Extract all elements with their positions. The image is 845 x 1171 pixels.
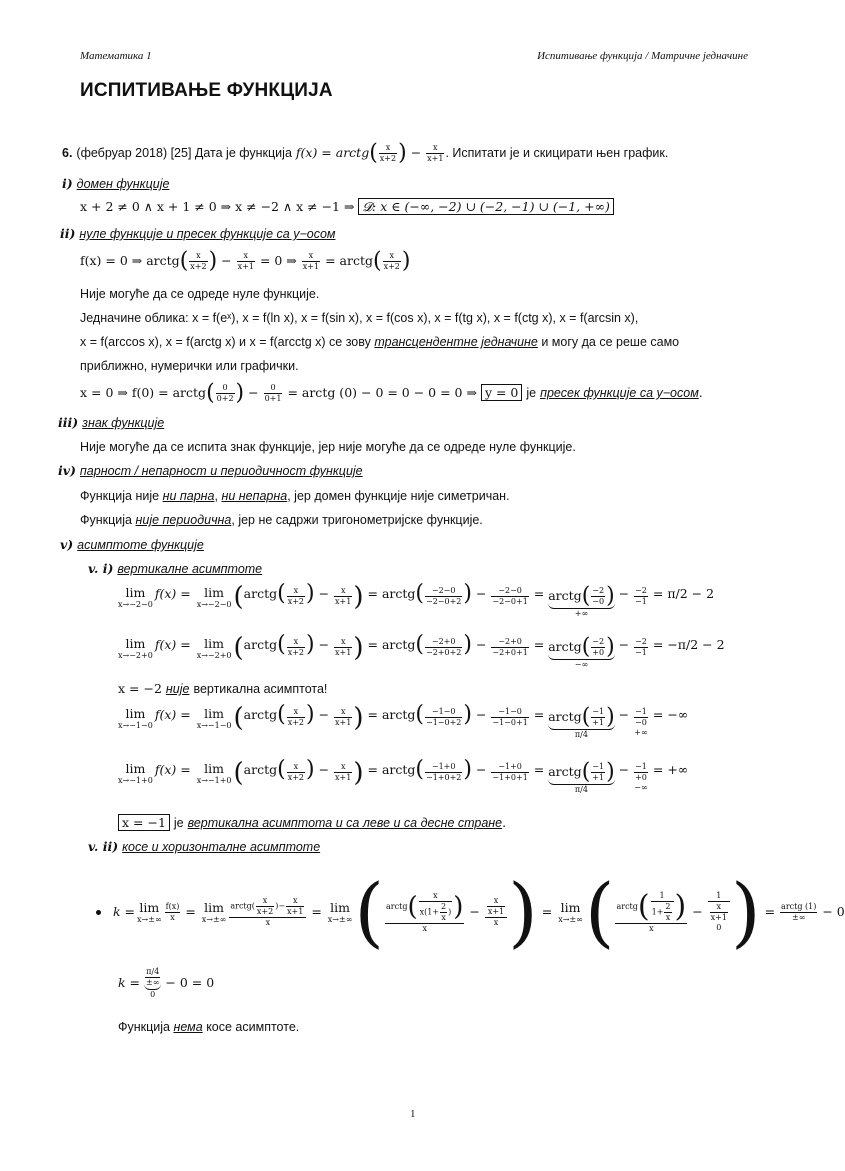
oblique-asymptotes-heading: v. ii) косе и хоризонталне асимптоте	[88, 839, 321, 854]
no-oblique-asymptote-text: Функција нема косе асимптоте.	[118, 1020, 300, 1034]
problem-statement: 6. (фебруар 2018) [25] Дата је функција f(x) = arctg( $\frac{x}{x+2}$ ) − $\frac{x}{x+1}$ . Испитати је и скицирати њен график.	[62, 140, 669, 166]
limit-row: lim x→−2−0 f(x) = lim x→−2−0 ( arctg ( $\frac{x}{x+2}$ ) − $\frac{x}{x+1}$ ) = arctg ( $\frac{-2-0}{-2-0+2}$ ) − $\frac{-2-0}{-2-0+1}$ = arctg( $\frac{-2}{-0}$ ) +∞ − $\frac{-2}{-1}$ = π/2 − 2	[118, 581, 715, 618]
limit-row: lim x→−1−0 f(x) = lim x→−1−0 ( arctg ( $\frac{x}{x+2}$ ) − $\frac{x}{x+1}$ ) = arctg ( $\frac{-1-0}{-1-0+2}$ ) − $\frac{-1-0}{-1-0+1}$ = arctg( $\frac{-1}{+1}$ ) π/4 − $\frac{-1}{-0}$ +∞ = −∞	[118, 702, 689, 739]
parity-text: Функција није ни парна, ни непарна, јер домен функције није симетричан.	[80, 489, 510, 503]
header-left: Математика 1	[80, 50, 152, 62]
section-iv-heading: iv) парност / непарност и периодичност функције	[58, 463, 363, 478]
k-limit-line: k = lim x→±∞ $\frac{f(x)}{x}$ = lim x→±∞ arctg( $\frac{x}{x+2}$ )− $\frac{x}{x+1}$ x = lim x→±∞ ( arctg( x x(1+ $\frac{2}{x}$ ) ) x − $\frac{\frac{x}{x+1}}{x}$ ) = lim x→±∞ ( arctg( 1 1+ $\frac{2}{x}$ ) x − 1 $\frac{x}{x+1}$ 0 ) = $\frac{\text{arctg (1)}}{\pm\infty}$ − 0	[96, 872, 845, 952]
zeros-text-3: x = f(arccos x), x = f(arctg x) и x = f(arcctg x) се зову трансцендентне једначине и могу да се реше само	[80, 335, 680, 349]
section-iii-heading: iii) знак функције	[58, 415, 165, 430]
y-intercept-box: y = 0	[481, 384, 522, 401]
zeros-text-4: приближно, нумерички или графички.	[80, 359, 299, 373]
not-asymptote-note: x = −2 није вертикална асимптота!	[118, 681, 328, 696]
problem-tail: . Испитати је и скицирати њен график.	[445, 146, 669, 160]
k-result-line: k = $\frac{\pi/4}{\pm\infty}$ 0 − 0 = 0	[118, 966, 215, 999]
frac: $\frac{x}{x+2}$	[379, 143, 397, 163]
page-number: 1	[410, 1108, 416, 1120]
section-v-heading: v) асимптоте функције	[60, 537, 204, 552]
vertical-asymptotes-heading: v. i) вертикалне асимптоте	[88, 561, 263, 576]
domain-line: x + 2 ≠ 0 ∧ x + 1 ≠ 0 ⇒ x ≠ −2 ∧ x ≠ −1 ⇒ 𝓓: x ∈ (−∞, −2) ∪ (−2, −1) ∪ (−1, +∞)	[80, 199, 614, 215]
zeros-text-2: Једначине облика: x = f(eˣ), x = f(ln x), x = f(sin x), x = f(cos x), x = f(tg x), x = f(ctg x), x = f(arcsin x),	[80, 311, 639, 325]
header-right: Испитивање функција / Матричне једначине	[537, 50, 748, 62]
y-intercept-line: x = 0 ⇒ f(0) = arctg( $\frac{0}{0+2}$ ) − $\frac{0}{0+1}$ = arctg (0) − 0 = 0 − 0 = 0 ⇒ y = 0 је пресек функције са y−осом.	[80, 380, 703, 406]
sign-text: Није могуће да се испита знак функције, јер није могуће да се одреде нуле функције.	[80, 440, 576, 454]
zeros-equation: f(x) = 0 ⇒ arctg( $\frac{x}{x+2}$ ) − $\frac{x}{x+1}$ = 0 ⇒ $\frac{x}{x+1}$ = arctg( $\frac{x}{x+2}$ )	[80, 248, 411, 274]
vertical-asymptote-result: x = −1 је вертикална асимптота и са леве и са десне стране.	[118, 815, 506, 831]
page-title: ИСПИТИВАЊЕ ФУНКЦИЈА	[80, 80, 333, 101]
zeros-text-1: Није могуће да се одреде нуле функције.	[80, 287, 320, 301]
bullet-icon	[96, 910, 101, 915]
asymptote-box: x = −1	[118, 814, 170, 831]
limit-row: lim x→−1+0 f(x) = lim x→−1+0 ( arctg ( $\frac{x}{x+2}$ ) − $\frac{x}{x+1}$ ) = arctg ( $\frac{-1+0}{-1+0+2}$ ) − $\frac{-1+0}{-1+0+1}$ = arctg( $\frac{-1}{+1}$ ) π/4 − $\frac{-1}{+0}$ −∞ = +∞	[118, 757, 689, 794]
fx-label: f(x) = arctg	[295, 145, 370, 160]
domain-result-box: 𝓓: x ∈ (−∞, −2) ∪ (−2, −1) ∪ (−1, +∞)	[358, 198, 613, 215]
frac: $\frac{x}{x+1}$	[427, 143, 444, 163]
section-ii-heading: ii) нуле функције и пресек функције са y−осом	[60, 226, 336, 241]
problem-number: 6.	[62, 146, 73, 160]
problem-source: (фебруар 2018) [25] Дата је функција	[76, 146, 292, 160]
limit-row: lim x→−2+0 f(x) = lim x→−2+0 ( arctg ( $\frac{x}{x+2}$ ) − $\frac{x}{x+1}$ ) = arctg ( $\frac{-2+0}{-2+0+2}$ ) − $\frac{-2+0}{-2+0+1}$ = arctg( $\frac{-2}{+0}$ ) −∞ − $\frac{-2}{-1}$ = −π/2 − 2	[118, 632, 725, 669]
section-i-heading: i) домен функције	[62, 176, 170, 191]
periodicity-text: Функција није периодична, јер не садржи тригонометријске функције.	[80, 513, 483, 527]
